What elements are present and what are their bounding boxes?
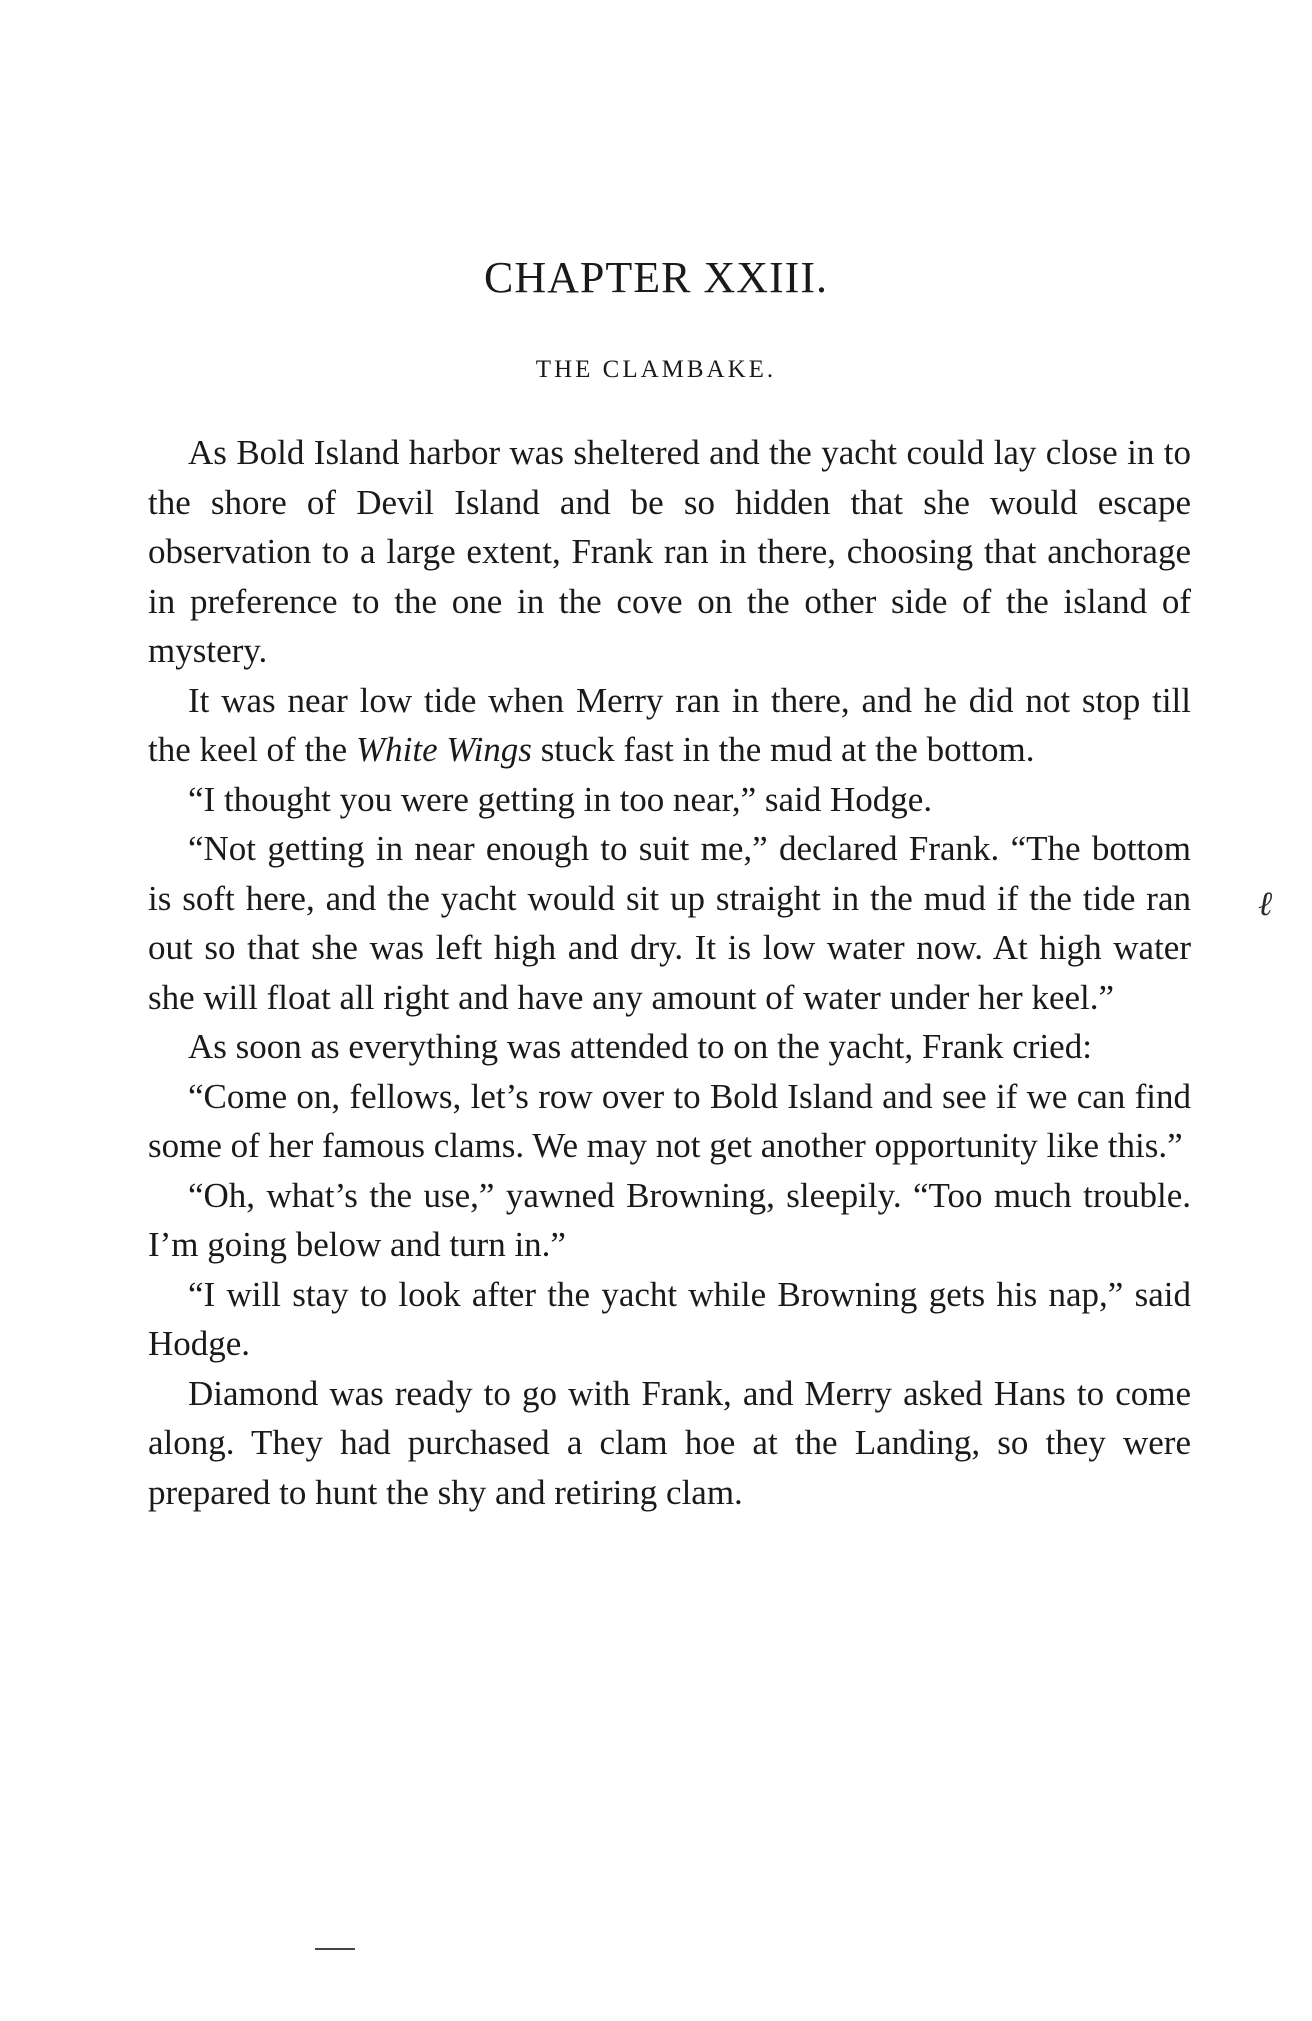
footer-dash — [315, 1948, 355, 1953]
paragraph-text: stuck fast in the mud at the bottom. — [531, 730, 1035, 769]
paragraph-text: As soon as everything was attended to on the yacht, Frank cried: — [188, 1027, 1092, 1066]
body-text — [148, 428, 1191, 1517]
paragraph-text: “Come on, fellows, let’s row over to Bold Island and see if we can find some of her famous clams. We may not get another opportunity like this.” — [148, 1076, 1191, 1165]
chapter-title: THE CLAMBAKE. — [535, 356, 777, 383]
margin-mark: ℓ — [1258, 886, 1273, 923]
paragraph — [148, 1072, 1191, 1171]
paragraph — [148, 1369, 1191, 1518]
paragraph-text: “I thought you were getting in too near,” said Hodge. — [188, 779, 933, 819]
paragraph — [148, 428, 1191, 676]
paragraph-text: “I will stay to look after the yacht while Browning gets his nap,” said Hodge. — [148, 1274, 1191, 1363]
paragraph — [148, 1022, 1191, 1072]
paragraph — [148, 775, 1191, 825]
paragraph-text: Diamond was ready to go with Frank, and Merry asked Hans to come along. They had purchased a clam hoe at the Landing, so they were prepared to hunt the shy and retiring clam. — [148, 1373, 1191, 1512]
paragraph — [148, 1171, 1191, 1270]
paragraph — [148, 824, 1191, 1022]
paragraph — [148, 676, 1191, 775]
paragraph-text: “Not getting in near enough to suit me,” declared Frank. “The bottom is soft here, and the yacht would sit up straight in the mud if the tide ran out so that she was left high and dry. It is low water now. At high water she will float all right and have any amount of water under her keel.” — [148, 829, 1191, 1017]
paragraph-text: It was near low tide when Merry ran in there, and he did not stop till the keel of the — [148, 680, 1191, 769]
paragraph — [148, 1270, 1191, 1369]
paragraph-text: As Bold Island harbor was sheltered and the yacht could lay close in to the shore of Devil Island and be so hidden that she would escape observation to a large extent, Frank ran in there, choosing that anchorage in preference to the one in the cove on the other side of the island of mystery. — [148, 433, 1191, 670]
paragraph-text: “Oh, what’s the use,” yawned Browning, sleepily. “Too much trouble. I’m going below and turn in.” — [148, 1175, 1191, 1264]
ship-name: White Wings — [355, 730, 532, 769]
chapter-heading: CHAPTER XXIII. — [484, 253, 828, 302]
